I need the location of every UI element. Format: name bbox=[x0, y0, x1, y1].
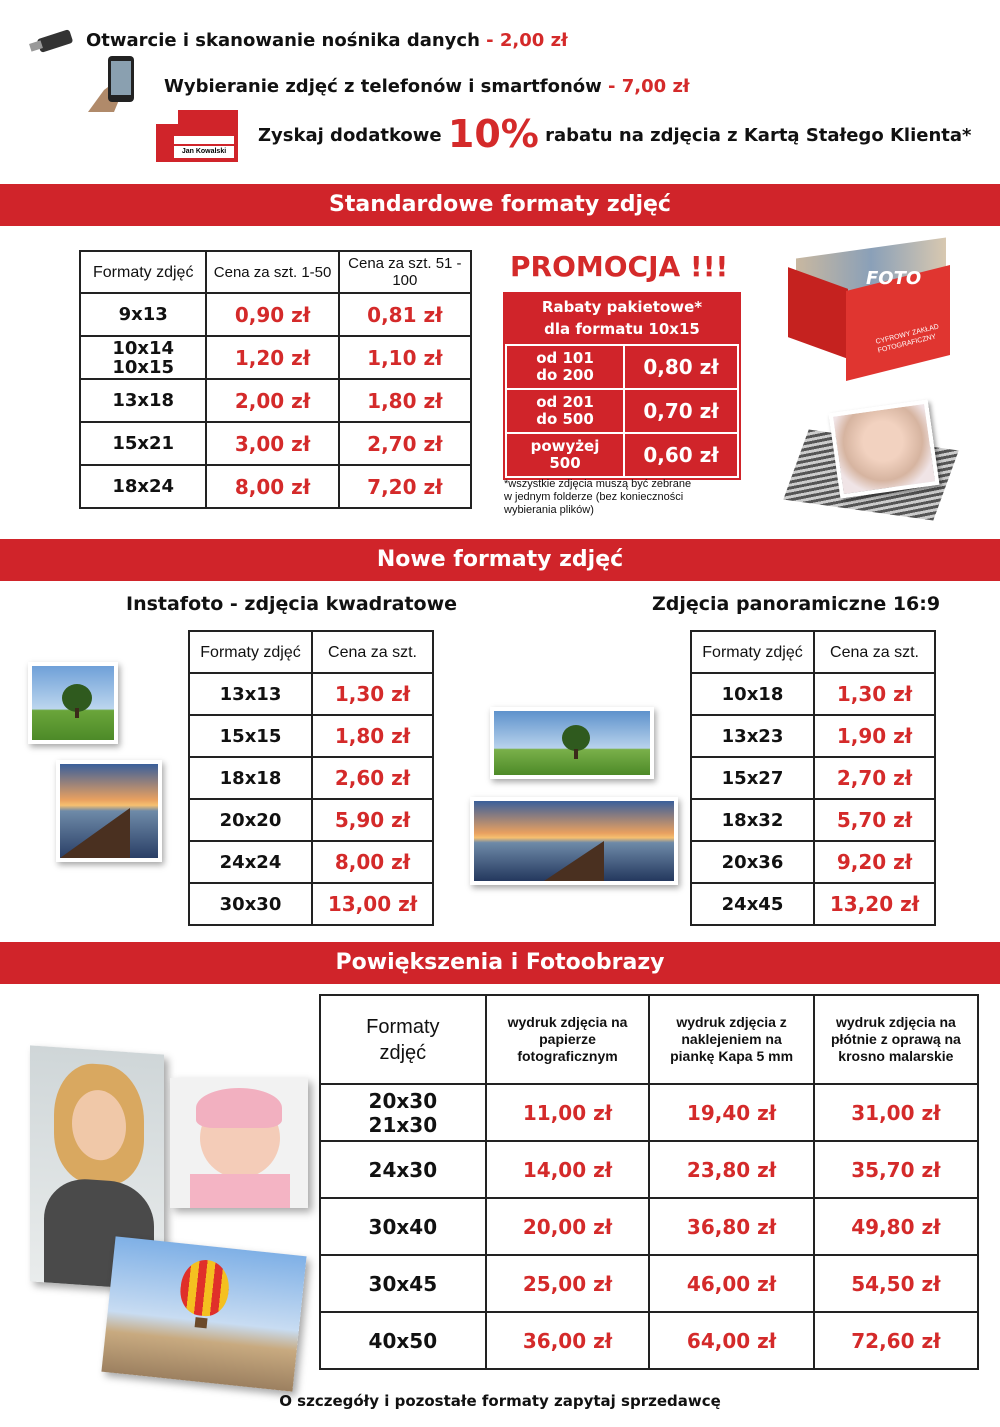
price-cell: 23,80 zł bbox=[649, 1141, 813, 1198]
price-cell: 3,00 zł bbox=[206, 422, 338, 465]
format-cell: 20x20 bbox=[189, 799, 312, 841]
price-cell: 72,60 zł bbox=[814, 1312, 978, 1369]
table-header: Formaty zdjęć bbox=[80, 251, 206, 293]
instafoto-title: Instafoto - zdjęcia kwadratowe bbox=[126, 593, 458, 615]
price-cell: 36,80 zł bbox=[649, 1198, 813, 1255]
price-cell: 2,70 zł bbox=[339, 422, 471, 465]
section-title-enlargements: Powiększenia i Fotoobrazy bbox=[0, 942, 1000, 984]
promo-price: 0,70 zł bbox=[624, 389, 738, 433]
service-line-scan: Otwarcie i skanowanie nośnika danych - 2,00 zł bbox=[86, 30, 568, 51]
photo-stack-image bbox=[792, 400, 960, 520]
usb-drive-icon bbox=[28, 28, 74, 50]
price-cell: 49,80 zł bbox=[814, 1198, 978, 1255]
price-cell: 9,20 zł bbox=[814, 841, 935, 883]
price-cell: 1,80 zł bbox=[339, 379, 471, 422]
format-cell: 30x30 bbox=[189, 883, 312, 925]
price-cell: 2,00 zł bbox=[206, 379, 338, 422]
panorama-title: Zdjęcia panoramiczne 16:9 bbox=[652, 593, 941, 615]
price-cell: 7,20 zł bbox=[339, 465, 471, 508]
price-cell: 20,00 zł bbox=[486, 1198, 650, 1255]
promo-range: powyżej 500 bbox=[506, 433, 624, 477]
box-logo: FOTO bbox=[866, 268, 922, 289]
format-cell: 18x18 bbox=[189, 757, 312, 799]
instafoto-table bbox=[188, 630, 434, 926]
format-cell: 24x30 bbox=[320, 1141, 486, 1198]
panorama-photo-pier bbox=[470, 797, 678, 885]
promo-table bbox=[505, 344, 739, 478]
format-cell: 13x13 bbox=[189, 673, 312, 715]
price-cell: 25,00 zł bbox=[486, 1255, 650, 1312]
standard-formats-table bbox=[79, 250, 472, 509]
panorama-table bbox=[690, 630, 936, 926]
price-cell: 14,00 zł bbox=[486, 1141, 650, 1198]
format-cell: 24x24 bbox=[189, 841, 312, 883]
panorama-photo-tree bbox=[490, 707, 654, 779]
promo-note: *wszystkie zdjęcia muszą być zebrane w jednym folderze (bez konieczności wybierania plików) bbox=[504, 478, 692, 516]
price-cell: 2,60 zł bbox=[312, 757, 433, 799]
price-cell: 1,20 zł bbox=[206, 336, 338, 379]
section-title-standard: Standardowe formaty zdjęć bbox=[0, 184, 1000, 226]
price-cell: 2,70 zł bbox=[814, 757, 935, 799]
price-cell: 0,81 zł bbox=[339, 293, 471, 336]
price-cell: 31,00 zł bbox=[814, 1084, 978, 1141]
format-cell: 13x23 bbox=[691, 715, 814, 757]
format-cell: 18x32 bbox=[691, 799, 814, 841]
enlargements-table bbox=[319, 994, 979, 1370]
promo-range: od 201 do 500 bbox=[506, 389, 624, 433]
price-cell: 13,20 zł bbox=[814, 883, 935, 925]
price-cell: 1,30 zł bbox=[312, 673, 433, 715]
format-cell: 18x24 bbox=[80, 465, 206, 508]
price-cell: 13,00 zł bbox=[312, 883, 433, 925]
format-cell: 40x50 bbox=[320, 1312, 486, 1369]
format-cell: 20x36 bbox=[691, 841, 814, 883]
table-header: Cena za szt. bbox=[814, 631, 935, 673]
price-cell: 1,30 zł bbox=[814, 673, 935, 715]
format-cell: 9x13 bbox=[80, 293, 206, 336]
card-holder-name: Jan Kowalski bbox=[174, 146, 234, 158]
loyalty-discount-line: Zyskaj dodatkowe 10% rabatu na zdjęcia z Kartą Stałego Klienta* bbox=[258, 112, 972, 156]
format-cell: 30x40 bbox=[320, 1198, 486, 1255]
price-cell: 5,70 zł bbox=[814, 799, 935, 841]
service-line-phone: Wybieranie zdjęć z telefonów i smartfonów - 7,00 zł bbox=[164, 76, 690, 97]
format-cell: 15x15 bbox=[189, 715, 312, 757]
price-cell: 35,70 zł bbox=[814, 1141, 978, 1198]
price-cell: 8,00 zł bbox=[312, 841, 433, 883]
box-text: CYFROWY ZAKŁAD FOTOGRAFICZNY bbox=[875, 323, 940, 355]
price-cell: 19,40 zł bbox=[649, 1084, 813, 1141]
table-header: Formaty zdjęć bbox=[691, 631, 814, 673]
poster-balloon-image bbox=[101, 1236, 306, 1391]
format-cell: 24x45 bbox=[691, 883, 814, 925]
price-cell: 8,00 zł bbox=[206, 465, 338, 508]
promo-range: od 101 do 200 bbox=[506, 345, 624, 389]
section-title-new: Nowe formaty zdjęć bbox=[0, 539, 1000, 581]
format-cell: 30x45 bbox=[320, 1255, 486, 1312]
format-cell: 15x21 bbox=[80, 422, 206, 465]
photo-box-image bbox=[788, 238, 960, 378]
format-cell: 20x30 21x30 bbox=[320, 1084, 486, 1141]
loyalty-card bbox=[156, 110, 238, 162]
promo-price: 0,80 zł bbox=[624, 345, 738, 389]
format-cell: 13x18 bbox=[80, 379, 206, 422]
price-cell: 0,90 zł bbox=[206, 293, 338, 336]
promo-title: PROMOCJA !!! bbox=[510, 250, 729, 283]
format-cell: 15x27 bbox=[691, 757, 814, 799]
square-photo-tree bbox=[28, 662, 118, 744]
footer-note: O szczegóły i pozostałe formaty zapytaj sprzedawcę bbox=[279, 1392, 721, 1410]
promo-box bbox=[503, 292, 741, 480]
table-header: Cena za szt. bbox=[312, 631, 433, 673]
price-cell: 54,50 zł bbox=[814, 1255, 978, 1312]
format-cell: 10x18 bbox=[691, 673, 814, 715]
table-header: wydruk zdjęcia na płótnie z oprawą na krosno malarskie bbox=[814, 995, 978, 1084]
price-cell: 36,00 zł bbox=[486, 1312, 650, 1369]
smartphone-hand-icon bbox=[84, 54, 146, 116]
price-cell: 5,90 zł bbox=[312, 799, 433, 841]
price-cell: 1,10 zł bbox=[339, 336, 471, 379]
promo-price: 0,60 zł bbox=[624, 433, 738, 477]
promo-header: Rabaty pakietowe* dla formatu 10x15 bbox=[541, 298, 703, 338]
price-cell: 1,80 zł bbox=[312, 715, 433, 757]
price-cell: 64,00 zł bbox=[649, 1312, 813, 1369]
table-header: Cena za szt. 51 - 100 bbox=[339, 251, 471, 293]
table-header: Formaty zdjęć bbox=[320, 995, 486, 1084]
price-cell: 46,00 zł bbox=[649, 1255, 813, 1312]
table-header: wydruk zdjęcia na papierze fotograficznym bbox=[486, 995, 650, 1084]
price-cell: 1,90 zł bbox=[814, 715, 935, 757]
canvas-baby-image bbox=[170, 1078, 308, 1208]
table-header: Cena za szt. 1-50 bbox=[206, 251, 338, 293]
price-cell: 11,00 zł bbox=[486, 1084, 650, 1141]
table-header: Formaty zdjęć bbox=[189, 631, 312, 673]
square-photo-pier bbox=[56, 760, 162, 862]
format-cell: 10x14 10x15 bbox=[80, 336, 206, 379]
table-header: wydruk zdjęcia z naklejeniem na piankę Kapa 5 mm bbox=[649, 995, 813, 1084]
